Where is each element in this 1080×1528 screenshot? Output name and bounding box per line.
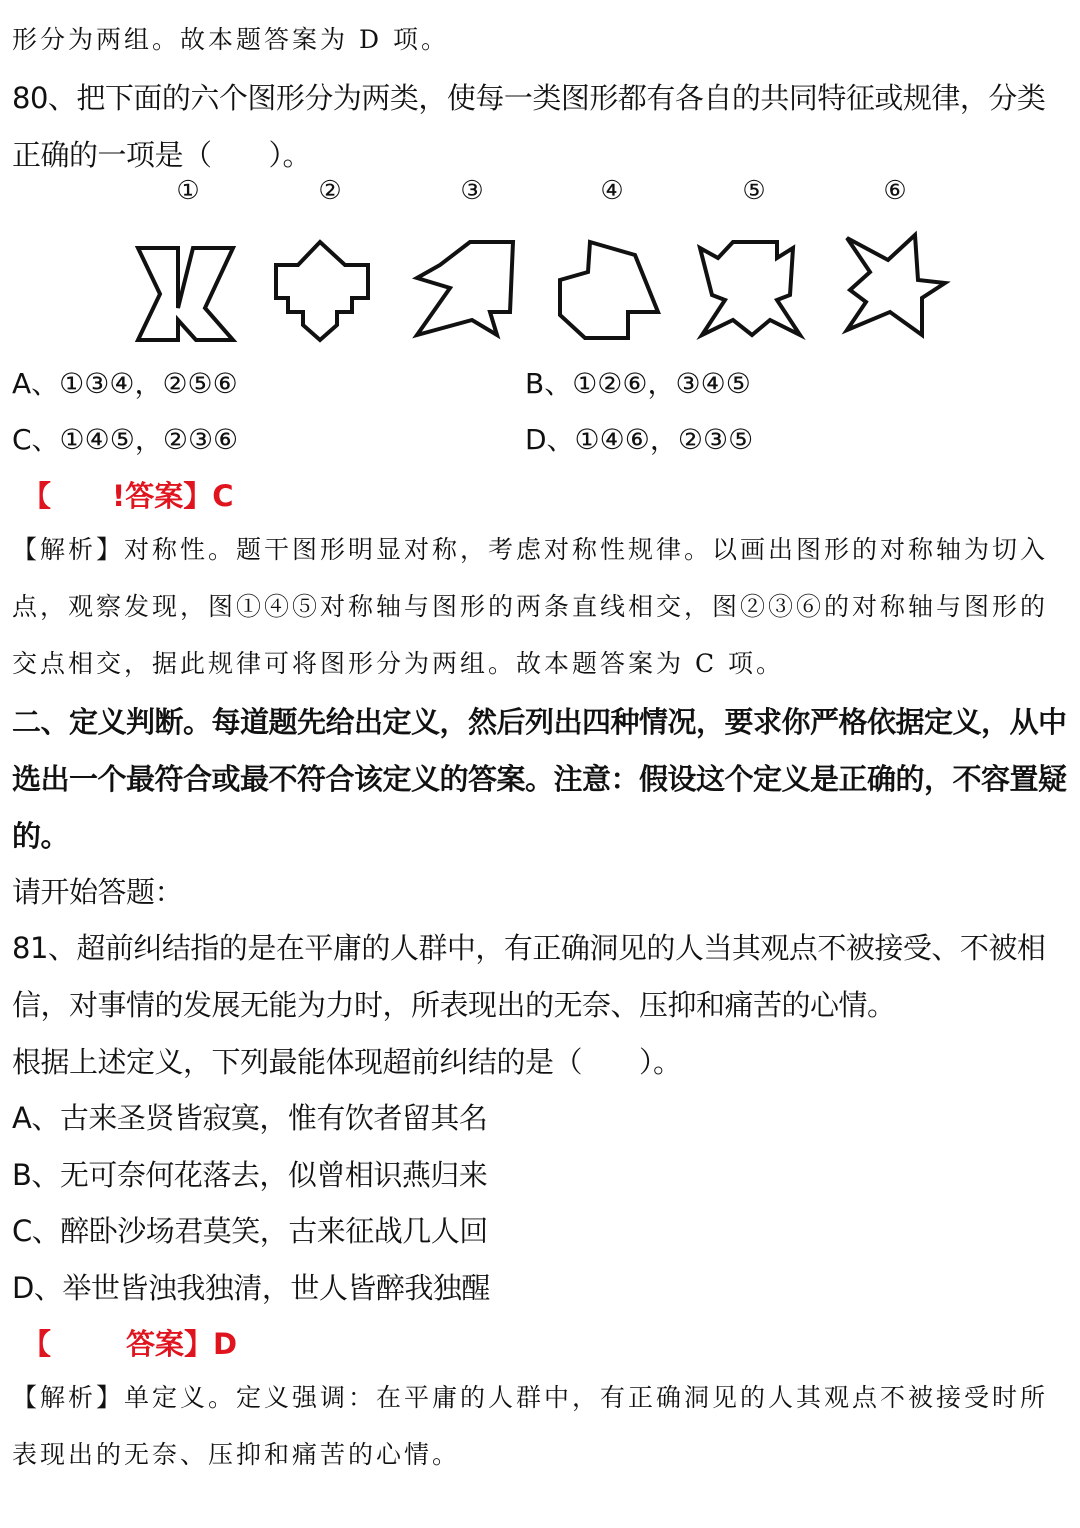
- q81-option-a[interactable]: A、古来圣贤皆寂寞，惟有饮者留其名: [12, 1101, 488, 1135]
- figure-4-house-shape: [560, 242, 658, 338]
- section2-heading-line2: 选出一个最符合或最不符合该定义的答案。注意：假设这个定义是正确的，不容置疑: [12, 762, 1067, 796]
- q80-analysis-line3: 交点相交，据此规律可将图形分为两组。故本题答案为 C 项。: [12, 649, 785, 678]
- figure-number-3: ③: [460, 176, 484, 206]
- q80-option-d[interactable]: D、①④⑥，②③⑤: [525, 423, 754, 456]
- q80-answer-label: !答案】C: [112, 479, 234, 513]
- q81-definition-line1: 81、超前纠结指的是在平庸的人群中，有正确洞见的人当其观点不被接受、不被相: [12, 931, 1046, 965]
- q80-analysis-line1: 【解析】对称性。题干图形明显对称，考虑对称性规律。以画出图形的对称轴为切入: [12, 535, 1049, 564]
- q80-option-b[interactable]: B、①②⑥，③④⑤: [525, 367, 751, 400]
- figure-number-1: ①: [176, 176, 200, 206]
- section2-start-prompt: 请开始答题：: [12, 875, 184, 909]
- q81-analysis-line1: 【解析】单定义。定义强调：在平庸的人群中，有正确洞见的人其观点不被接受时所: [12, 1383, 1049, 1412]
- q80-stem-line1: 80、把下面的六个图形分为两类，使每一类图形都有各自的共同特征或规律，分类: [12, 81, 1046, 115]
- q81-answer-label: 答案】D: [126, 1327, 238, 1361]
- figure-3-bird-shape: [417, 242, 513, 335]
- previous-answer-tail: 形分为两组。故本题答案为 D 项。: [12, 25, 449, 54]
- figure-number-5: ⑤: [742, 176, 766, 206]
- q81-question: 根据上述定义，下列最能体现超前纠结的是（ ）。: [12, 1045, 682, 1079]
- figure-5-tree-shape: [700, 242, 800, 335]
- q81-option-c[interactable]: C、醉卧沙场君莫笑，古来征战几人回: [12, 1214, 488, 1248]
- q81-answer-bracket: 【: [22, 1327, 52, 1361]
- q80-answer-bracket: 【: [22, 479, 52, 513]
- section2-heading-line1: 二、定义判断。每道题先给出定义，然后列出四种情况，要求你严格依据定义，从中: [12, 705, 1067, 739]
- q80-stem-line2: 正确的一项是（ ）。: [12, 138, 312, 172]
- figure-number-6: ⑥: [883, 176, 907, 206]
- q81-analysis-line2: 表现出的无奈、压抑和痛苦的心情。: [12, 1440, 461, 1469]
- figure-1-k-shape: [138, 248, 233, 340]
- figure-2-arrow-shape: [276, 242, 368, 340]
- q81-option-d[interactable]: D、举世皆浊我独清，世人皆醉我独醒: [12, 1271, 490, 1305]
- q81-definition-line2: 信，对事情的发展无能为力时，所表现出的无奈、压抑和痛苦的心情。: [12, 988, 896, 1022]
- q80-figure-row: [0, 220, 1080, 350]
- q80-analysis-line2: 点，观察发现，图①④⑤对称轴与图形的两条直线相交，图②③⑥的对称轴与图形的: [12, 592, 1049, 621]
- figure-6-star-shape: [847, 235, 945, 335]
- q81-option-b[interactable]: B、无可奈何花落去，似曾相识燕归来: [12, 1158, 488, 1192]
- figure-number-2: ②: [318, 176, 342, 206]
- q80-option-c[interactable]: C、①④⑤，②③⑥: [12, 423, 239, 456]
- figure-number-4: ④: [600, 176, 624, 206]
- section2-heading-line3: 的。: [12, 819, 70, 853]
- q80-option-a[interactable]: A、①③④，②⑤⑥: [12, 367, 238, 400]
